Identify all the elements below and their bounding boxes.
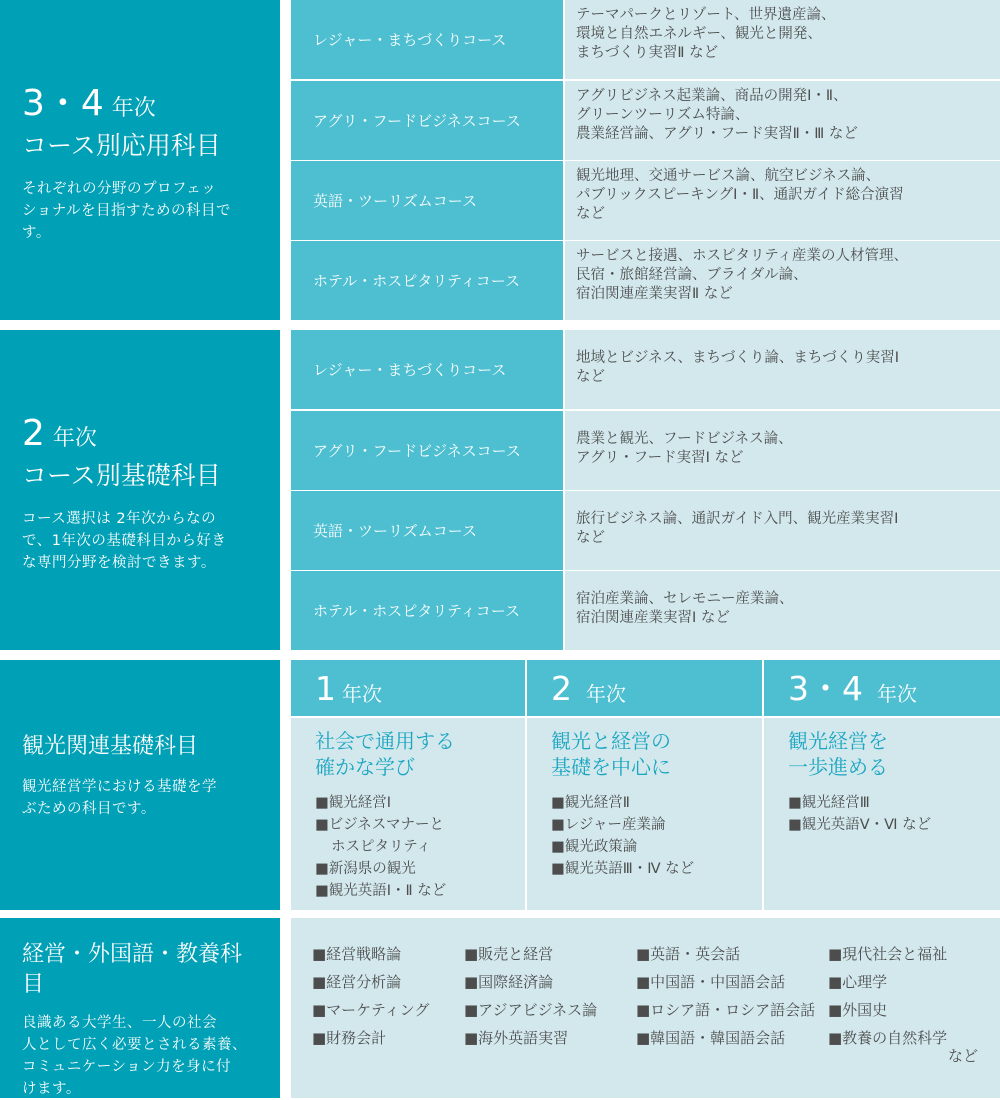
- year1-catch: 社会で通用する 確かな学び: [315, 729, 455, 779]
- section-tourism-base-left: [0, 660, 280, 910]
- applied-subjects-english: 観光地理、交通サービス論、航空ビジネス論、 パブリックスピーキングⅠ・Ⅱ、通訳ガイド総合演習 など: [565, 161, 1000, 240]
- basic-year-num: 2: [22, 413, 45, 454]
- basic-course-hotel: ホテル・ホスピタリティコース: [291, 571, 563, 650]
- general-col-liberal-arts: ■現代社会と福祉 ■心理学 ■外国史 ■教養の自然科学: [828, 945, 948, 1047]
- basic-course-agri: アグリ・フードビジネスコース: [291, 411, 563, 490]
- applied-year-heading: [22, 85, 258, 127]
- year34-num: 3・4: [788, 669, 863, 708]
- tourism-base-desc: 観光経営学における基礎を学 ぶための科目です。: [22, 779, 217, 817]
- applied-course-english: 英語・ツーリズムコース: [291, 161, 563, 240]
- section-basic-course-left: [0, 330, 280, 650]
- year1-label: 年次: [342, 682, 382, 706]
- general-etc: など: [947, 1047, 978, 1065]
- year34-catch: 観光経営を 一歩進める: [788, 729, 888, 779]
- applied-subjects-leisure: テーマパークとリゾート、世界遺産論、 環境と自然エネルギー、観光と開発、 まちづくり実習Ⅱ など: [565, 0, 1000, 79]
- year2-catch: 観光と経営の 基礎を中心に: [551, 729, 671, 779]
- year1-num: 1: [315, 669, 336, 708]
- basic-subjects-hotel: 宿泊産業論、セレモニー産業論、 宿泊関連産業実習Ⅰ など: [565, 571, 1000, 650]
- applied-course-hotel: ホテル・ホスピタリティコース: [291, 241, 563, 320]
- year1-body: [291, 718, 525, 910]
- year1-header: [291, 660, 525, 716]
- general-subjects-panel: [291, 918, 1000, 1098]
- year2-header: [527, 660, 762, 716]
- basic-desc: コース選択は 2年次からなの で、1年次の基礎科目から好き な専門分野を検討できます。: [22, 511, 227, 571]
- general-title: 経営・外国語・教養科目: [22, 942, 243, 997]
- basic-subjects-leisure: 地域とビジネス、まちづくり論、まちづくり実習Ⅰ など: [565, 330, 1000, 409]
- year2-num: 2: [551, 669, 572, 708]
- general-desc: 良識ある大学生、一人の社会 人として広く必要とされる素養、 コミュニケーション力を身に付 けます。: [22, 1015, 247, 1097]
- applied-year-label: 年次: [111, 96, 156, 121]
- section-applied-left: [0, 0, 280, 320]
- tourism-base-title: 観光関連基礎科目: [22, 734, 199, 759]
- basic-course-leisure: レジャー・まちづくりコース: [291, 330, 563, 409]
- year2-list: ■観光経営Ⅱ ■レジャー産業論 ■観光政策論 ■観光英語Ⅲ・Ⅳ など: [551, 795, 695, 877]
- applied-subjects-agri: アグリビジネス起業論、商品の開発Ⅰ・Ⅱ、 グリーンツーリズム特論、 農業経営論、アグリ・フード実習Ⅱ・Ⅲ など: [565, 81, 1000, 160]
- year34-header: [764, 660, 1000, 716]
- applied-course-agri: アグリ・フードビジネスコース: [291, 81, 563, 160]
- year34-list: ■観光経営Ⅲ ■観光英語Ⅴ・Ⅵ など: [788, 795, 932, 833]
- applied-year-num: 3・4: [22, 83, 104, 124]
- applied-course-leisure: レジャー・まちづくりコース: [291, 0, 563, 79]
- basic-title: コース別基礎科目: [22, 461, 221, 490]
- year34-body: [764, 718, 1000, 910]
- year34-label: 年次: [877, 682, 917, 706]
- year2-label: 年次: [586, 682, 626, 706]
- basic-subjects-english: 旅行ビジネス論、通訳ガイド入門、観光産業実習Ⅰ など: [565, 491, 1000, 570]
- general-col-languages: ■英語・英会話 ■中国語・中国語会話 ■ロシア語・ロシア語会話 ■韓国語・韓国語会話: [636, 945, 816, 1047]
- year2-body: [527, 718, 762, 910]
- basic-year-heading: [22, 415, 258, 457]
- general-col-management: ■経営戦略論 ■経営分析論 ■マーケティング ■財務会計: [312, 945, 430, 1047]
- applied-title: コース別応用科目: [22, 131, 221, 160]
- general-col-business: ■販売と経営 ■国際経済論 ■アジアビジネス論 ■海外英語実習: [464, 945, 598, 1047]
- basic-subjects-agri: 農業と観光、フードビジネス論、 アグリ・フード実習Ⅰ など: [565, 411, 1000, 490]
- basic-course-english: 英語・ツーリズムコース: [291, 491, 563, 570]
- section-general-left: [0, 918, 280, 1098]
- applied-subjects-hotel: サービスと接遇、ホスピタリティ産業の人材管理、 民宿・旅館経営論、ブライダル論、 宿泊関連産業実習Ⅱ など: [565, 241, 1000, 320]
- year1-list: ■観光経営Ⅰ ■ビジネスマナーと ホスピタリティ ■新潟県の観光 ■観光英語Ⅰ・Ⅱ など: [315, 795, 447, 899]
- applied-desc: それぞれの分野のプロフェッ ショナルを目指すための科目で す。: [22, 181, 231, 241]
- basic-year-label: 年次: [52, 426, 97, 451]
